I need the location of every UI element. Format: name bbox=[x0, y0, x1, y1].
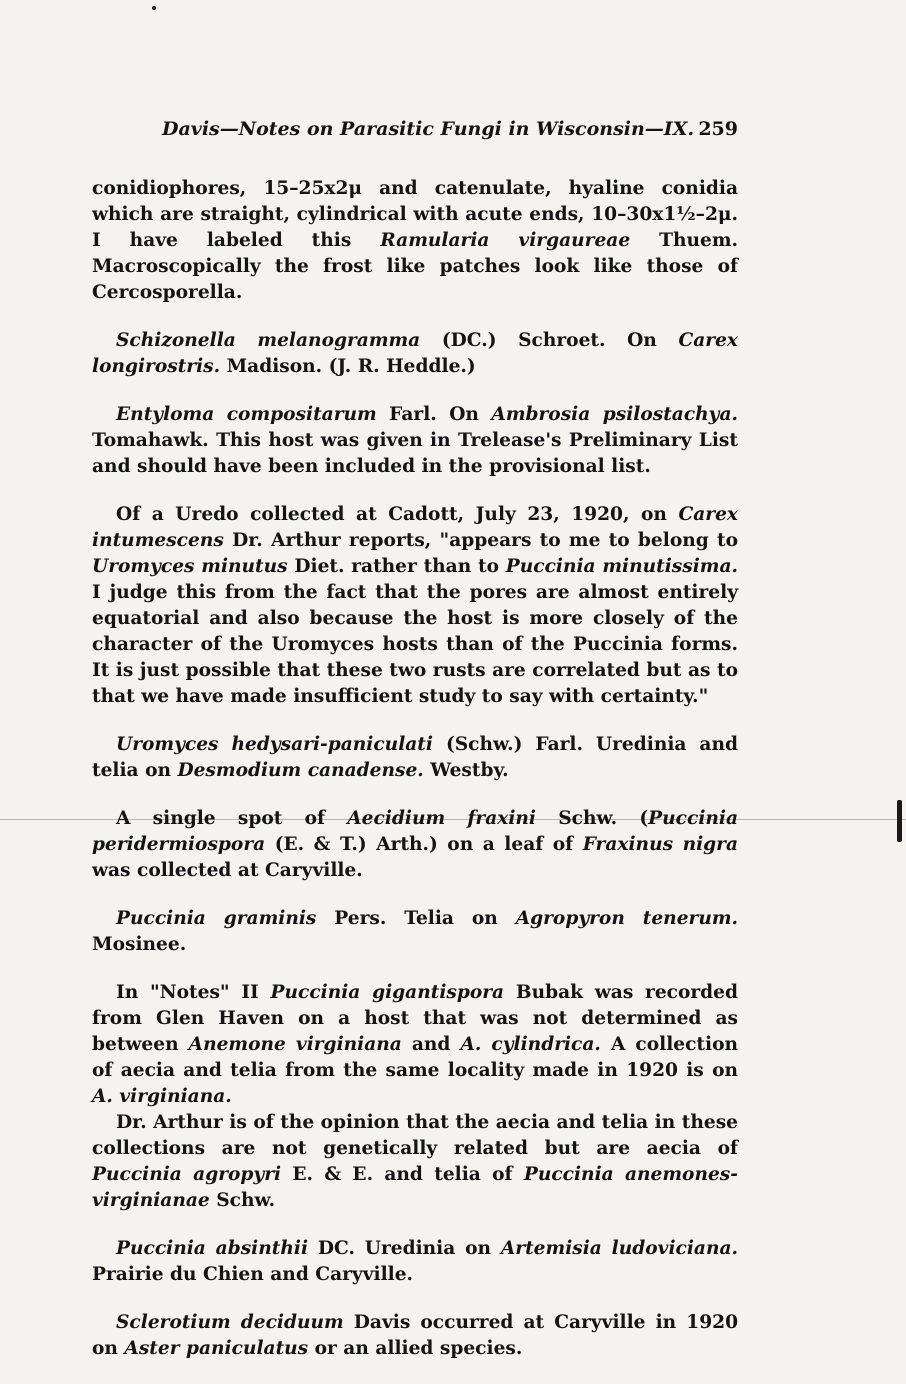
taxon-name: Carex longirostris. bbox=[92, 330, 738, 377]
taxon-name: Carex intumescens bbox=[92, 504, 738, 551]
text-run: Schw. bbox=[209, 1190, 276, 1211]
paragraph bbox=[92, 1310, 738, 1362]
taxon-name: Anemone virginiana bbox=[188, 1034, 402, 1055]
taxon-name: Uromyces hedysari-paniculati bbox=[116, 734, 433, 755]
paragraph bbox=[92, 1110, 738, 1214]
body-text bbox=[92, 176, 738, 1384]
text-run: conidiophores, 15–25x2μ and catenulate, hyaline conidia which are straight, cylindrical with acute ends, 10–30x1½–2μ. I have labeled this bbox=[92, 178, 738, 251]
paragraph bbox=[92, 176, 738, 306]
scan-edge-mark bbox=[897, 800, 902, 842]
text-run: was collected at Caryville. bbox=[92, 860, 363, 881]
running-title: Davis—Notes on Parasitic Fungi in Wisconsin—IX. bbox=[162, 118, 695, 140]
taxon-name: Entyloma compositarum bbox=[116, 404, 377, 425]
taxon-name: Puccinia anemones-virginianae bbox=[92, 1164, 738, 1211]
taxon-name: Uromyces minutus bbox=[92, 556, 288, 577]
text-run: DC. Uredinia on bbox=[308, 1238, 501, 1259]
text-run: (DC.) Schroet. On bbox=[420, 330, 679, 351]
text-run: Prairie du Chien and Caryville. bbox=[92, 1264, 414, 1285]
running-header bbox=[162, 118, 738, 140]
paragraph bbox=[92, 328, 738, 380]
text-run: I judge this from the fact that the pores are almost entirely equatorial and also because the host is more closely of the character of the Uromyces hosts than of the Puccinia forms. It is just possible that these two rusts are correlated but as to that we have made insufficient study to say with certainty." bbox=[92, 582, 738, 707]
taxon-name: Ambrosia psilostachya. bbox=[491, 404, 739, 425]
taxon-name: Puccinia agropyri bbox=[92, 1164, 282, 1185]
taxon-name: Aster paniculatus bbox=[124, 1338, 309, 1359]
taxon-name: Schizonella melanogramma bbox=[116, 330, 421, 351]
taxon-name: Puccinia peridermiospora bbox=[92, 808, 739, 855]
paragraph bbox=[92, 906, 738, 958]
taxon-name: Puccinia minutissima. bbox=[505, 556, 738, 577]
text-run: or an allied species. bbox=[308, 1338, 523, 1359]
taxon-name: Agropyron tenerum. bbox=[515, 908, 738, 929]
taxon-name: Ramularia virgaureae bbox=[380, 230, 631, 251]
text-run: Madison. (J. R. Heddle.) bbox=[220, 356, 476, 377]
text-run: Schw. ( bbox=[535, 808, 649, 829]
text-run: Thuem. Macroscopically the frost like patches look like those of Cercosporella. bbox=[92, 230, 738, 303]
taxon-name: Puccinia graminis bbox=[116, 908, 317, 929]
taxon-name: Puccinia gigantispora bbox=[270, 982, 505, 1003]
text-run: Tomahawk. This host was given in Trelease's Preliminary List and should have been included in the provisional list. bbox=[92, 430, 738, 477]
text-run: and bbox=[401, 1034, 461, 1055]
paragraph bbox=[92, 806, 738, 884]
scan-speck bbox=[152, 6, 156, 10]
taxon-name: Desmodium canadense. bbox=[177, 760, 424, 781]
taxon-name: A. virginiana. bbox=[92, 1086, 232, 1107]
paragraph bbox=[92, 732, 738, 784]
text-run: In "Notes" II bbox=[116, 982, 271, 1003]
taxon-name: Puccinia absinthii bbox=[116, 1238, 309, 1259]
text-run: Diet. rather than to bbox=[287, 556, 506, 577]
text-run: (Schw.) Farl. Uredinia and telia on bbox=[92, 734, 738, 781]
paragraph bbox=[92, 402, 738, 480]
paragraph bbox=[92, 1236, 738, 1288]
page-number: 259 bbox=[698, 118, 738, 140]
text-run: Mosinee. bbox=[92, 934, 187, 955]
paragraph bbox=[92, 502, 738, 710]
text-run: Of a Uredo collected at Cadott, July 23, 1920, on bbox=[116, 504, 679, 525]
text-run: Bubak was recorded from Glen Haven on a host that was not determined as between bbox=[92, 982, 739, 1055]
paragraph bbox=[92, 980, 738, 1110]
text-run: Dr. Arthur is of the opinion that the aecia and telia in these collections are not genetically related but are aecia of bbox=[92, 1112, 738, 1159]
text-run: (E. & T.) Arth.) on a leaf of bbox=[265, 834, 583, 855]
taxon-name: Fraxinus nigra bbox=[582, 834, 739, 855]
text-run: Westby. bbox=[423, 760, 509, 781]
taxon-name: Sclerotium deciduum bbox=[116, 1312, 344, 1333]
text-run: Dr. Arthur reports, "appears to me to belong to bbox=[223, 530, 738, 551]
text-run: E. & E. and telia of bbox=[281, 1164, 524, 1185]
taxon-name: Artemisia ludoviciana. bbox=[500, 1238, 738, 1259]
taxon-name: A. cylindrica. bbox=[460, 1034, 601, 1055]
taxon-name: Aecidium fraxini bbox=[347, 808, 536, 829]
text-run: A collection of aecia and telia from the same locality made in 1920 is on bbox=[92, 1034, 738, 1081]
text-run: Pers. Telia on bbox=[316, 908, 516, 929]
text-run: A single spot of bbox=[116, 808, 348, 829]
text-run: Farl. On bbox=[376, 404, 492, 425]
text-run: Davis occurred at Caryville in 1920 on bbox=[92, 1312, 739, 1359]
